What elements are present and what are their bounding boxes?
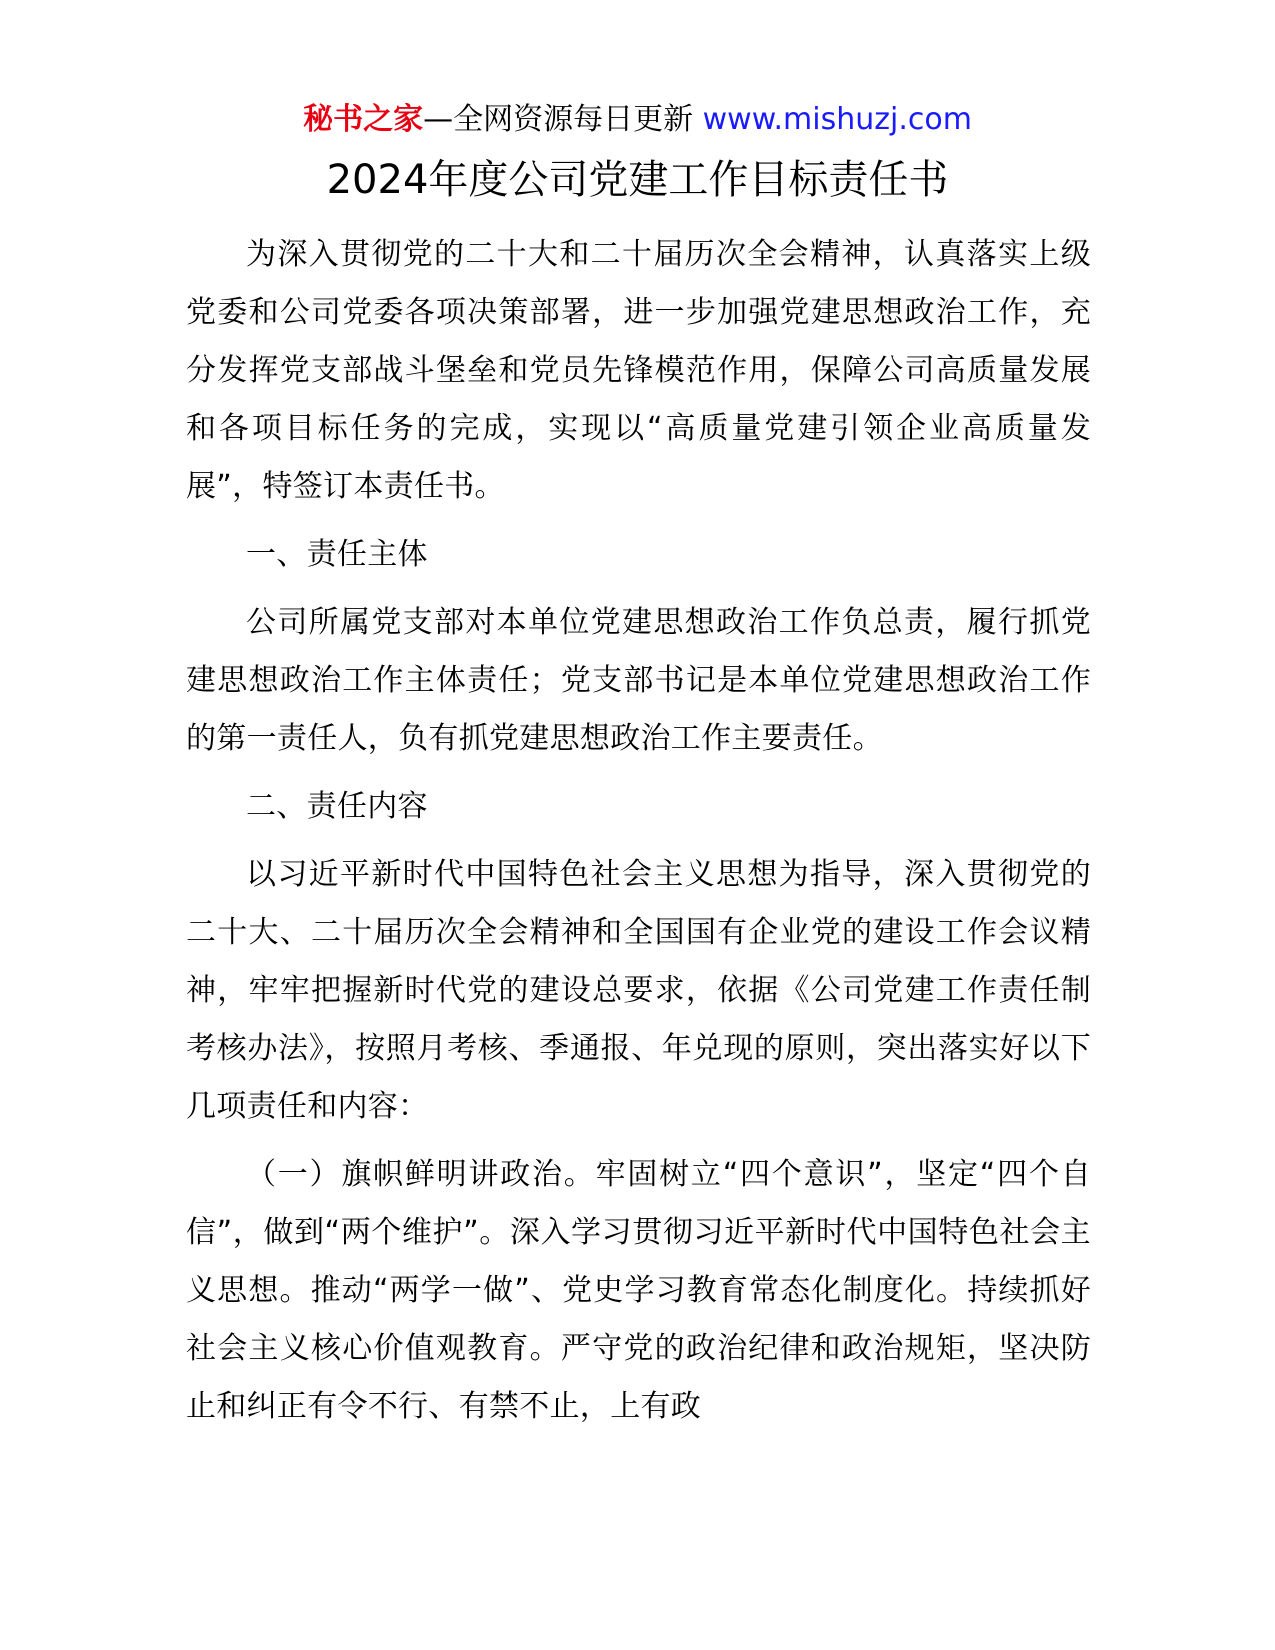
header-tagline: —全网资源每日更新	[423, 102, 694, 137]
section-heading-responsibility-content: 二、责任内容	[246, 789, 428, 824]
responsibility-subject-paragraph: 公司所属党支部对本单位党建思想政治工作负总责，履行抓党建思想政治工作主体责任；党支部书记是本单位党建思想政治工作的第一责任人，负有抓党建思想政治工作主要责任。	[186, 605, 1091, 756]
intro-paragraph: 为深入贯彻党的二十大和二十届历次全会精神，认真落实上级党委和公司党委各项决策部署，进一步加强党建思想政治工作，充分发挥党支部战斗堡垒和党员先锋模范作用，保障公司高质量发展和各项目标任务的完成，实现以“高质量党建引领企业高质量发展”，特签订本责任书。	[186, 237, 1091, 504]
politics-item-paragraph: （一）旗帜鲜明讲政治。牢固树立“四个意识”，坚定“四个自信”，做到“两个维护”。深入学习贯彻习近平新时代中国特色社会主义思想。推动“两学一做”、党史学习教育常态化制度化。持续抓好社会主义核心价值观教育。严守党的政治纪律和政治规矩，坚决防止和纠正有令不行、有禁不止，上有政	[186, 1157, 1091, 1424]
responsibility-content-paragraph: 以习近平新时代中国特色社会主义思想为指导，深入贯彻党的二十大、二十届历次全会精神和全国国有企业党的建设工作会议精神，牢牢把握新时代党的建设总要求，依据《公司党建工作责任制考核办法》，按照月考核、季通报、年兑现的原则，突出落实好以下几项责任和内容：	[186, 857, 1091, 1124]
brand-name: 秘书之家	[303, 102, 424, 137]
document-body	[186, 226, 1091, 1446]
section-heading-responsibility-subject: 一、责任主体	[246, 537, 428, 572]
site-url-link[interactable]: www.mishuzj.com	[702, 102, 972, 137]
document-title: 2024年度公司党建工作目标责任书	[326, 157, 949, 203]
site-header	[0, 100, 1275, 140]
